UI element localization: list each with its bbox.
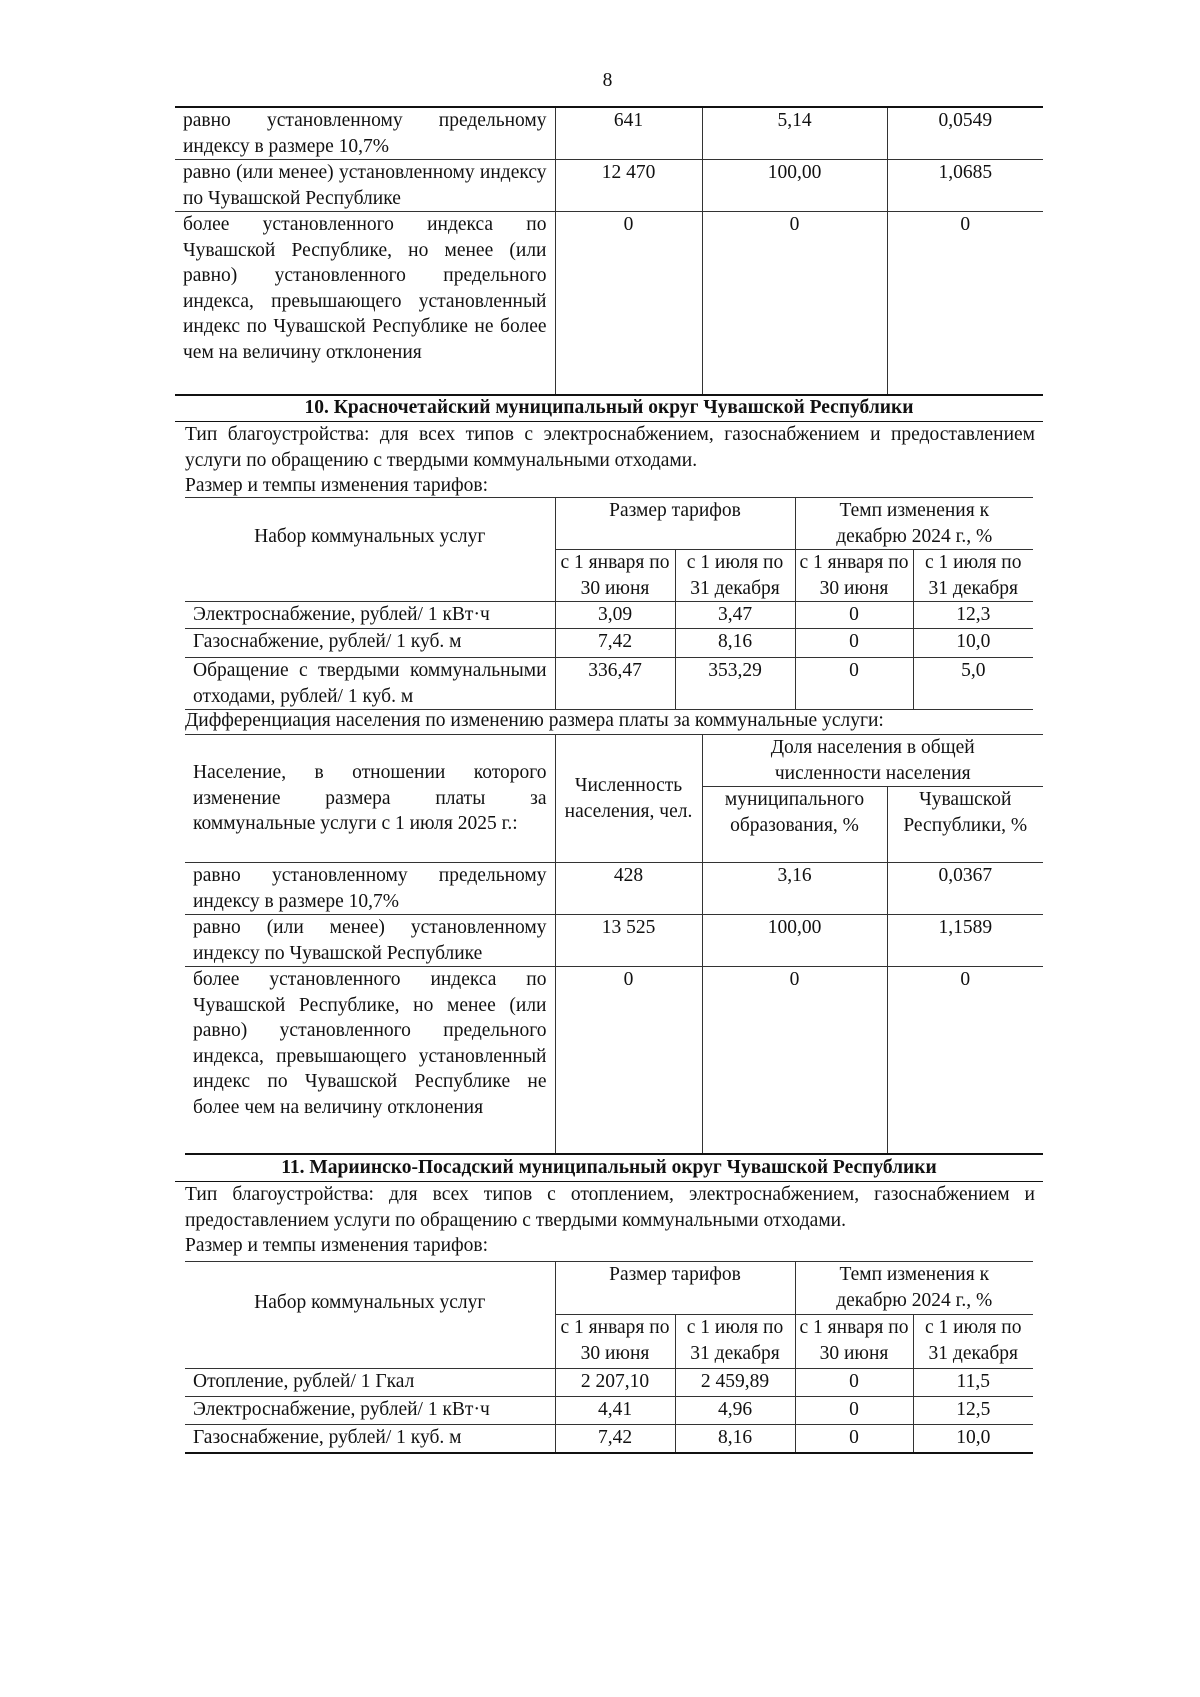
table-row (185, 863, 1043, 915)
size-jan: 336,47 (555, 658, 675, 710)
row-label: более установленного индекса по Чувашской Республике, но менее (или равно) установленного предельного индекса, превышающего установленный индекс по Чувашской Республике не более чем на величину отклонения (175, 212, 555, 395)
rate-jan: 0 (795, 1425, 913, 1453)
table-row (175, 107, 1043, 160)
rate-jan: 0 (795, 629, 913, 658)
section-10-heading: 10. Красночетайский муниципальный округ Чувашской Республики (175, 395, 1043, 422)
rate-jan: 0 (795, 1369, 913, 1397)
rate-jul-header: с 1 июля по 31 декабря (913, 550, 1033, 602)
rate-jan: 0 (795, 1397, 913, 1425)
row-label: равно установленному предельному индексу в размере 10,7% (185, 863, 555, 915)
share-republic: 0 (887, 967, 1043, 1154)
section-11-tariff-table (185, 1261, 1033, 1454)
tariff-size-header: Размер тарифов (555, 1262, 795, 1315)
size-jan-header: с 1 января по 30 июня (555, 1315, 675, 1369)
rate-change-header: Темп изменения к декабрю 2024 г., % (795, 1262, 1033, 1315)
rate-jan-header: с 1 января по 30 июня (795, 1315, 913, 1369)
share-republic: 1,1589 (887, 915, 1043, 967)
population-header: Население, в отношении которого изменение размера платы за коммунальные услуги с 1 июля 2025 г.: (185, 735, 555, 863)
row-label: равно установленному предельному индексу в размере 10,7% (175, 107, 555, 160)
rate-jul: 10,0 (913, 1425, 1033, 1453)
table-header-row (185, 1262, 1033, 1315)
services-header: Набор коммунальных услуг (185, 498, 555, 602)
table-row (185, 629, 1033, 658)
share-municipal: 0 (702, 967, 887, 1154)
table-row (185, 915, 1043, 967)
share-republic: 0,0367 (887, 863, 1043, 915)
rate-jan-header: с 1 января по 30 июня (795, 550, 913, 602)
size-jan: 4,41 (555, 1397, 675, 1425)
table-row (185, 1397, 1033, 1425)
size-jan: 7,42 (555, 1425, 675, 1453)
rate-jul: 11,5 (913, 1369, 1033, 1397)
share-municipal: 3,16 (702, 863, 887, 915)
size-jan: 3,09 (555, 602, 675, 629)
section-10-diff-caption: Дифференциация населения по изменению размера платы за коммунальные услуги: (185, 710, 884, 731)
share-municipal-header: муниципального образования, % (702, 787, 887, 863)
share-republic: 0,0549 (887, 107, 1043, 160)
share-republic-header: Чувашской Республики, % (887, 787, 1043, 863)
table-row (185, 658, 1033, 710)
population-count: 0 (555, 212, 702, 395)
population-count: 13 525 (555, 915, 702, 967)
table-row (185, 602, 1033, 629)
service-name: Электроснабжение, рублей/ 1 кВт·ч (185, 602, 555, 629)
rate-jul: 12,5 (913, 1397, 1033, 1425)
table-row (185, 967, 1043, 1154)
section-11-tariffs-caption: Размер и темпы изменения тарифов: (185, 1235, 489, 1256)
population-share-header: Доля населения в общей численности населения (702, 735, 1043, 787)
table-row (175, 212, 1043, 395)
population-count: 12 470 (555, 160, 702, 212)
size-jul-header: с 1 июля по 31 декабря (675, 1315, 795, 1369)
section-10-type-text: Тип благоустройства: для всех типов с электроснабжением, газоснабжением и предоставлением услуги по обращению с твердыми коммунальными отходами. (185, 424, 1035, 471)
section-10-tariffs-caption: Размер и темпы изменения тарифов: (185, 475, 489, 496)
rate-change-header: Темп изменения к декабрю 2024 г., % (795, 498, 1033, 550)
size-jul: 8,16 (675, 629, 795, 658)
services-header: Набор коммунальных услуг (185, 1262, 555, 1369)
section-10-population-table (185, 734, 1043, 1155)
share-municipal: 100,00 (702, 160, 887, 212)
table-row (185, 1369, 1033, 1397)
rate-jul: 10,0 (913, 629, 1033, 658)
size-jul: 3,47 (675, 602, 795, 629)
population-table-continued (175, 106, 1043, 396)
service-name: Обращение с твердыми коммунальными отходами, рублей/ 1 куб. м (185, 658, 555, 710)
row-label: равно (или менее) установленному индексу по Чувашской Республике (185, 915, 555, 967)
population-count: 428 (555, 863, 702, 915)
row-label: равно (или менее) установленному индексу по Чувашской Республике (175, 160, 555, 212)
size-jul: 4,96 (675, 1397, 795, 1425)
share-municipal: 100,00 (702, 915, 887, 967)
service-name: Отопление, рублей/ 1 Гкал (185, 1369, 555, 1397)
section-11-type-text: Тип благоустройства: для всех типов с отоплением, электроснабжением, газоснабжением и предоставлением услуги по обращению с твердыми коммунальными отходами. (185, 1184, 1035, 1231)
share-republic: 0 (887, 212, 1043, 395)
population-count-header: Численность населения, чел. (555, 735, 702, 863)
share-republic: 1,0685 (887, 160, 1043, 212)
rate-jan: 0 (795, 602, 913, 629)
share-municipal: 5,14 (702, 107, 887, 160)
size-jul: 2 459,89 (675, 1369, 795, 1397)
share-municipal: 0 (702, 212, 887, 395)
population-count: 641 (555, 107, 702, 160)
tariff-size-header: Размер тарифов (555, 498, 795, 550)
size-jan-header: с 1 января по 30 июня (555, 550, 675, 602)
population-count: 0 (555, 967, 702, 1154)
table-row (185, 1425, 1033, 1453)
section-10-tariff-table (185, 497, 1033, 710)
rate-jan: 0 (795, 658, 913, 710)
service-name: Электроснабжение, рублей/ 1 кВт·ч (185, 1397, 555, 1425)
service-name: Газоснабжение, рублей/ 1 куб. м (185, 1425, 555, 1453)
row-label: более установленного индекса по Чувашской Республике, но менее (или равно) установленного предельного индекса, превышающего установленный индекс по Чувашской Республике не более чем на величину отклонения (185, 967, 555, 1154)
section-11-heading: 11. Мариинско-Посадский муниципальный округ Чувашской Республики (175, 1155, 1043, 1182)
size-jul-header: с 1 июля по 31 декабря (675, 550, 795, 602)
service-name: Газоснабжение, рублей/ 1 куб. м (185, 629, 555, 658)
size-jul: 353,29 (675, 658, 795, 710)
size-jan: 2 207,10 (555, 1369, 675, 1397)
size-jan: 7,42 (555, 629, 675, 658)
size-jul: 8,16 (675, 1425, 795, 1453)
rate-jul: 5,0 (913, 658, 1033, 710)
table-header-row (185, 735, 1043, 787)
rate-jul-header: с 1 июля по 31 декабря (913, 1315, 1033, 1369)
page-number: 8 (602, 70, 613, 91)
table-row (175, 160, 1043, 212)
rate-jul: 12,3 (913, 602, 1033, 629)
table-header-row (185, 498, 1033, 550)
